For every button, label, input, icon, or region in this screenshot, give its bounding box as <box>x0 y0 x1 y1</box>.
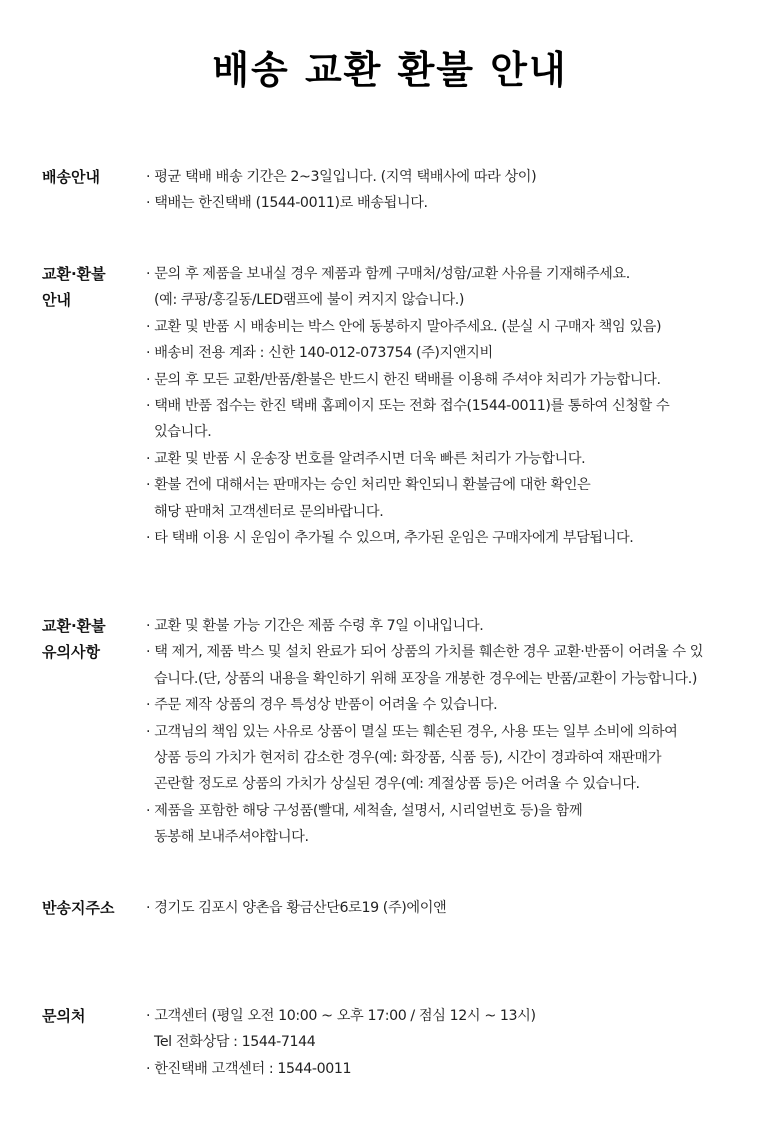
section-label-contact: 문의처 <box>42 1007 86 1025</box>
text-line: · 문의 후 제품을 보내실 경우 제품과 함께 구매처/성함/교환 사유를 기재해주세요. <box>146 266 630 282</box>
text-line: · 한진택배 고객센터 : 1544-0011 <box>146 1060 352 1077</box>
text-line: · 택배는 한진택배 (1544-0011)로 배송됩니다. <box>146 195 428 212</box>
text-line: · 택배 반품 접수는 한진 택배 홈페이지 또는 전화 접수(1544-0011)를 통하여 신청할 수 <box>146 397 670 414</box>
section-body-exchange-notes <box>146 613 770 851</box>
text-line: · 배송비 전용 계좌 : 신한 140-012-073754 (주)지앤지비 <box>146 345 493 362</box>
text-line: 해당 판매처 고객센터로 문의바랍니다. <box>154 503 384 520</box>
label-line: 안내 <box>42 291 71 309</box>
label-line: 유의사항 <box>42 643 100 661</box>
section-label-exchange-notes <box>42 613 142 665</box>
text-line: (예: 쿠팡/홍길동/LED램프에 불이 켜지지 않습니다.) <box>154 292 465 309</box>
text-line: 습니다.(단, 상품의 내용을 확인하기 위해 포장을 개봉한 경우에는 반품/교환이 가능합니다.) <box>154 670 697 687</box>
text-line: 곤란할 정도로 상품의 가치가 상실된 경우(예: 계절상품 등)은 어려울 수 있습니다. <box>154 776 640 793</box>
text-line: · 경기도 김포시 양촌읍 황금산단6로19 (주)에이앤 <box>146 900 447 916</box>
text-line: · 택 제거, 제품 박스 및 설치 완료가 되어 상품의 가치를 훼손한 경우 교환·반품이 어려울 수 있 <box>146 644 704 661</box>
text-line: · 제품을 포함한 해당 구성품(빨대, 세척솔, 설명서, 시리얼번호 등)을 함께 <box>146 802 583 819</box>
section-label-return-address: 반송지주소 <box>42 899 115 917</box>
text-line: · 주문 제작 상품의 경우 특성상 반품이 어려울 수 있습니다. <box>146 697 498 714</box>
text-line: · 문의 후 모든 교환/반품/환불은 반드시 한진 택배를 이용해 주셔야 처리가 가능합니다. <box>146 371 661 388</box>
page-title: 배송 교환 환불 안내 <box>212 48 568 92</box>
text-line: · 교환 및 반품 시 운송장 번호를 알려주시면 더욱 빠른 처리가 가능합니다. <box>146 450 586 467</box>
text-line: 동봉해 보내주셔야합니다. <box>154 829 309 846</box>
text-line: · 고객센터 (평일 오전 10:00 ~ 오후 17:00 / 점심 12시 ~ 13시) <box>146 1008 536 1024</box>
label-line: 교환·환불 <box>42 617 106 635</box>
section-body-exchange-guide <box>146 261 770 551</box>
text-line: · 고객님의 책임 있는 사유로 상품이 멸실 또는 훼손된 경우, 사용 또는 일부 소비에 의하여 <box>146 723 678 740</box>
text-line: · 타 택배 이용 시 운임이 추가될 수 있으며, 추가된 운임은 구매자에게 부담됩니다. <box>146 529 634 546</box>
text-line: · 교환 및 반품 시 배송비는 박스 안에 동봉하지 말아주세요. (분실 시 구매자 책임 있음) <box>146 318 662 335</box>
section-label-exchange-guide <box>42 261 142 313</box>
section-label-shipping: 배송안내 <box>42 168 100 186</box>
section-body-contact <box>146 1003 770 1082</box>
text-line: 있습니다. <box>154 424 212 441</box>
text-line: · 평균 택배 배송 기간은 2~3일입니다. (지역 택배사에 따라 상이) <box>146 169 537 185</box>
section-body-shipping <box>146 164 770 217</box>
label-line: 교환·환불 <box>42 265 106 283</box>
text-line: Tel 전화상담 : 1544-7144 <box>154 1034 316 1051</box>
section-body-return-address <box>146 895 770 921</box>
text-line: · 교환 및 환불 가능 기간은 제품 수령 후 7일 이내입니다. <box>146 618 484 634</box>
text-line: 상품 등의 가치가 현저히 감소한 경우(예: 화장품, 식품 등), 시간이 경과하여 재판매가 <box>154 749 662 766</box>
text-line: · 환불 건에 대해서는 판매자는 승인 처리만 확인되니 환불금에 대한 확인은 <box>146 477 591 494</box>
